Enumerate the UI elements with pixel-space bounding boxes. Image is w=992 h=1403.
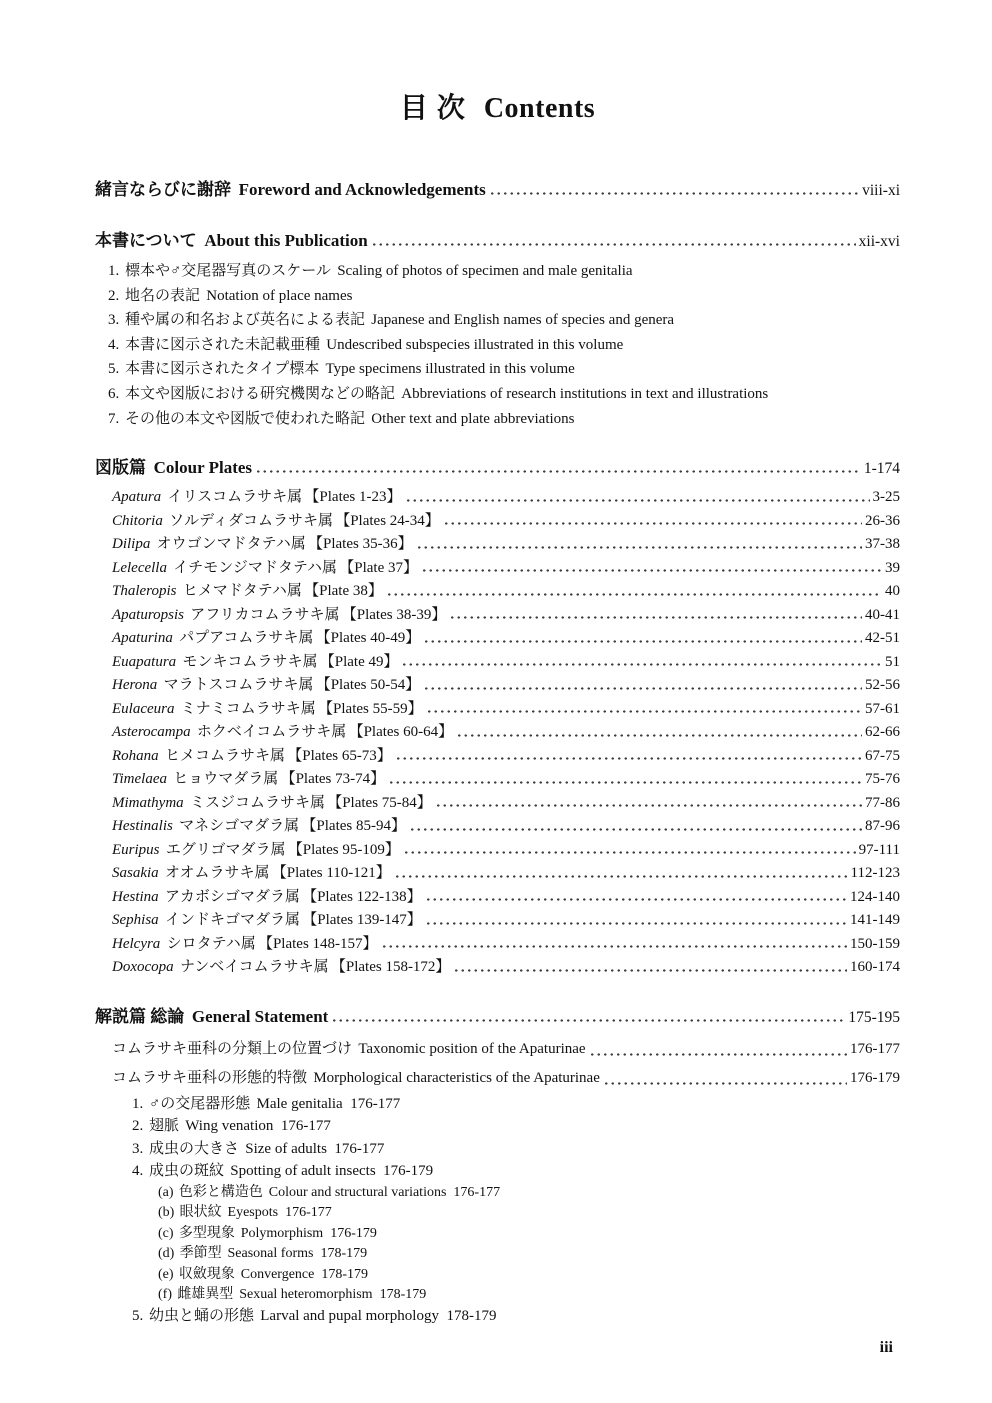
dot-leader [425, 909, 847, 933]
plates-range: 【Plates 139-147】 [302, 912, 422, 929]
dot-leader [603, 1064, 847, 1093]
entry-text-en: Convergence [240, 1266, 315, 1282]
entry-number: (f) [158, 1287, 172, 1303]
entry-text-ja: 本文や図版における研究機関などの略記 [124, 385, 395, 402]
entry-text-en: Size of adults [245, 1140, 327, 1157]
dot-leader [423, 627, 862, 651]
toc-section [95, 176, 900, 204]
toc-genus-entry [112, 815, 900, 839]
entry-text-ja: イリスコムラサキ属 [167, 489, 303, 506]
toc-main-entry [95, 176, 900, 204]
toc-genus-entry [112, 721, 900, 745]
toc-sub-entry [108, 382, 900, 407]
entry-text-ja: ヒメマドタテハ属 [182, 583, 302, 600]
toc-section [95, 1003, 900, 1328]
dot-leader [405, 486, 870, 510]
dot-leader [331, 1003, 845, 1031]
entry-text-ja: 色彩と構造色 [178, 1185, 263, 1201]
dot-leader [381, 933, 847, 957]
entry-text-en: Abbreviations of research institutions in text and illustrations [401, 385, 769, 402]
entry-text-en: Colour and structural variations [268, 1185, 447, 1201]
plates-range: 【Plate 37】 [339, 559, 419, 576]
entry-text-ja: その他の本文や図版で使われた略記 [124, 410, 365, 427]
toc-sub-entry [108, 333, 900, 358]
dot-leader [421, 557, 882, 581]
entry-title-ja: 解説篇 総論 [95, 1006, 185, 1026]
entry-text-ja: オオムラサキ属 [164, 865, 270, 882]
genus-name: Hestinalis [112, 818, 173, 835]
entry-pages: xii-xvi [858, 233, 900, 250]
dot-leader [395, 745, 862, 769]
entry-number: (b) [158, 1205, 175, 1221]
entry-text-ja: アカボシゴマダラ属 [164, 888, 300, 905]
entry-pages: 51 [885, 653, 900, 670]
entry-number: 5. [108, 361, 120, 378]
toc-genus-entry [112, 745, 900, 769]
entry-pages: 40 [885, 583, 900, 600]
entry-text-ja: 成虫の斑紋 [148, 1163, 224, 1180]
entry-pages: 52-56 [865, 677, 900, 694]
toc-sub-entry [132, 1093, 900, 1116]
entry-text-ja: 眼状紋 [179, 1205, 222, 1221]
entry-number: (c) [158, 1225, 174, 1241]
entry-pages: 176-177 [285, 1205, 332, 1221]
entry-text-ja: ヒョウマダラ属 [173, 771, 279, 788]
entry-pages: 176-177 [350, 1095, 401, 1112]
toc-sub-entry [108, 259, 900, 284]
entry-number: 4. [132, 1163, 144, 1180]
entry-title-ja: 図版篇 [95, 458, 146, 478]
entry-text-en: Notation of place names [206, 287, 353, 304]
toc-genus-entry [112, 909, 900, 933]
entry-number: 1. [108, 263, 120, 279]
entry-text-ja: マネシゴマダラ属 [179, 818, 300, 835]
plates-range: 【Plates 60-64】 [348, 724, 454, 741]
toc-genus-entry [112, 768, 900, 792]
entry-title-ja: 緒言ならびに謝辞 [95, 180, 231, 199]
entry-pages: 42-51 [865, 630, 900, 647]
entry-number: (d) [158, 1246, 175, 1262]
dot-leader [416, 533, 862, 557]
entry-text-ja: 雌雄異型 [177, 1287, 234, 1303]
toc-sub-entry [108, 407, 900, 432]
entry-pages: 176-177 [280, 1118, 331, 1135]
genus-name: Asterocampa [112, 724, 191, 741]
plates-range: 【Plates 110-121】 [271, 865, 391, 882]
entry-number: 2. [132, 1118, 144, 1135]
genus-name: Eulaceura [112, 700, 175, 717]
toc-sub-entry [108, 284, 900, 309]
dot-leader [449, 604, 862, 628]
entry-text-en: Polymorphism [240, 1225, 324, 1241]
entry-text-ja: イチモンジマドタテハ属 [173, 559, 338, 576]
entry-pages: 178-179 [321, 1266, 369, 1282]
toc-sub-entry [108, 357, 900, 382]
entry-text-en: Sexual heteromorphism [239, 1287, 373, 1303]
entry-text-ja: ミスジコムラサキ属 [189, 794, 325, 811]
toc-genus-entry [112, 933, 900, 957]
plates-range: 【Plates 73-74】 [280, 771, 386, 788]
toc-sub-entry [158, 1203, 900, 1223]
entry-text-ja: ヒメコムラサキ属 [164, 747, 285, 764]
plates-range: 【Plates 1-23】 [304, 489, 402, 506]
toc-body [95, 176, 900, 1328]
entry-pages: 57-61 [865, 700, 900, 717]
plates-range: 【Plates 55-59】 [318, 700, 423, 717]
entry-number: 3. [132, 1140, 144, 1157]
entry-pages: 176-177 [850, 1040, 900, 1057]
toc-genus-entry [112, 862, 900, 886]
entry-text-ja: 多型現象 [178, 1225, 235, 1241]
entry-number: 3. [108, 312, 120, 329]
toc-sub-entry [158, 1285, 900, 1305]
entry-text-ja: パプアコムラサキ属 [179, 630, 314, 647]
toc-genus-entry [112, 510, 900, 534]
entry-text-ja: ソルディダコムラサキ属 [169, 512, 333, 529]
entry-pages: 176-177 [334, 1140, 385, 1157]
plates-range: 【Plates 40-49】 [315, 630, 421, 647]
genus-name: Thaleropis [112, 583, 177, 600]
entry-number: 1. [132, 1095, 144, 1112]
dot-leader [409, 815, 862, 839]
dot-leader [403, 839, 856, 863]
page-number: iii [879, 1339, 893, 1356]
genus-name: Euapatura [112, 653, 177, 670]
plates-range: 【Plates 95-109】 [287, 841, 400, 858]
toc-genus-entry [112, 557, 900, 581]
entry-number: 5. [132, 1308, 144, 1325]
dot-leader [401, 651, 882, 675]
dot-leader [255, 454, 861, 482]
entry-text-en: Other text and plate abbreviations [371, 410, 575, 427]
entry-text-ja: 翅脈 [148, 1118, 179, 1135]
entry-text-ja: マラトスコムラサキ属 [163, 677, 314, 694]
genus-name: Lelecella [112, 559, 167, 576]
entry-text-ja: ♂の交尾器形態 [148, 1095, 251, 1112]
entry-text-en: Larval and pupal morphology [260, 1308, 439, 1325]
entry-pages: 97-111 [858, 841, 900, 858]
entry-text-en: Spotting of adult insects [230, 1163, 376, 1180]
plates-range: 【Plates 158-172】 [330, 959, 451, 976]
toc-sub-entry [158, 1265, 900, 1285]
entry-text-ja: 本書に図示された未記載亜種 [124, 336, 320, 353]
entry-text-ja: 種や属の和名および英名による表記 [124, 312, 365, 329]
toc-sub-entry [132, 1305, 900, 1328]
entry-title-en: General Statement [191, 1006, 329, 1026]
toc-sub-entry [132, 1160, 900, 1183]
entry-text-ja: 成虫の大きさ [148, 1140, 239, 1157]
entry-text-ja: シロタテハ属 [166, 935, 256, 952]
entry-pages: 175-195 [848, 1008, 900, 1026]
plates-range: 【Plates 85-94】 [301, 818, 406, 835]
toc-genus-entry [112, 627, 900, 651]
entry-pages: 40-41 [865, 606, 900, 623]
entry-pages: 160-174 [850, 959, 900, 976]
entry-pages: 178-179 [446, 1308, 497, 1325]
toc-sub-entry [112, 1035, 900, 1064]
plates-range: 【Plates 35-36】 [308, 536, 413, 553]
entry-text-en: Eyespots [227, 1205, 279, 1221]
entry-text-ja: 標本や♂交尾器写真のスケール [124, 263, 331, 279]
toc-genus-entry [112, 698, 900, 722]
toc-genus-entry [112, 839, 900, 863]
genus-name: Sephisa [112, 912, 159, 929]
toc-genus-entry [112, 651, 900, 675]
entry-pages: 1-174 [863, 460, 900, 478]
page-title-ja: 目 次 [399, 93, 466, 124]
page-title [95, 86, 900, 126]
entry-pages: 141-149 [850, 912, 900, 929]
entry-pages: 62-66 [865, 724, 900, 741]
genus-name: Apatura [112, 489, 162, 506]
toc-sub-entry [132, 1115, 900, 1138]
entry-pages: 112-123 [850, 865, 900, 882]
entry-title-ja: 本書について [95, 231, 197, 250]
genus-name: Helcyra [112, 935, 161, 952]
entry-text-ja: コムラサキ亜科の分類上の位置づけ [112, 1040, 353, 1057]
entry-pages: 176-179 [850, 1069, 900, 1086]
toc-genus-entry [112, 792, 900, 816]
dot-leader [425, 886, 847, 910]
dot-leader [426, 698, 862, 722]
entry-pages: 150-159 [850, 935, 900, 952]
entry-number: 7. [108, 410, 120, 427]
entry-text-ja: コムラサキ亜科の形態的特徴 [112, 1069, 308, 1086]
entry-pages: 87-96 [865, 818, 900, 835]
dot-leader [388, 768, 862, 792]
toc-main-entry [95, 1003, 900, 1031]
toc-sub-entry [108, 308, 900, 333]
entry-text-en: Wing venation [185, 1118, 274, 1135]
dot-leader [371, 227, 856, 255]
entry-pages: 77-86 [865, 794, 900, 811]
genus-name: Herona [112, 677, 158, 694]
entry-text-ja: インドキゴマダラ属 [164, 912, 300, 929]
dot-leader [435, 792, 862, 816]
entry-text-ja: 本書に図示されたタイプ標本 [124, 361, 320, 378]
entry-text-en: Morphological characteristics of the Apaturinae [313, 1069, 600, 1086]
dot-leader [589, 1035, 847, 1064]
toc-main-entry [95, 454, 900, 482]
entry-text-ja: 幼虫と蛹の形態 [148, 1308, 254, 1325]
entry-pages: 26-36 [865, 512, 900, 529]
entry-text-en: Japanese and English names of species and genera [371, 312, 675, 329]
genus-name: Rohana [112, 747, 159, 764]
toc-sub-entry [158, 1244, 900, 1264]
entry-text-en: Taxonomic position of the Apaturinae [358, 1040, 586, 1057]
toc-genus-entry [112, 533, 900, 557]
plates-range: 【Plates 148-157】 [257, 935, 378, 952]
dot-leader [423, 674, 862, 698]
plates-range: 【Plates 122-138】 [302, 888, 422, 905]
toc-sub-entry [158, 1183, 900, 1203]
entry-text-en: Scaling of photos of specimen and male genitalia [337, 263, 633, 279]
entry-title-en: Foreword and Acknowledgements [238, 180, 486, 199]
genus-name: Apaturina [112, 630, 173, 647]
entry-text-en: Type specimens illustrated in this volume [325, 361, 575, 378]
plates-range: 【Plate 49】 [319, 653, 399, 670]
toc-genus-entry [112, 580, 900, 604]
genus-name: Mimathyma [112, 794, 184, 811]
entry-text-en: Male genitalia [256, 1095, 343, 1112]
toc-sub-entry [112, 1064, 900, 1093]
entry-pages: 124-140 [850, 888, 900, 905]
genus-name: Euripus [112, 841, 160, 858]
genus-name: Dilipa [112, 536, 151, 553]
toc-section [95, 454, 900, 980]
toc-main-entry [95, 227, 900, 255]
entry-text-ja: 地名の表記 [124, 287, 200, 304]
entry-pages: 75-76 [865, 771, 900, 788]
genus-name: Doxocopa [112, 959, 174, 976]
dot-leader [489, 176, 859, 204]
toc-genus-entry [112, 604, 900, 628]
plates-range: 【Plates 38-39】 [341, 606, 447, 623]
entry-pages: viii-xi [862, 182, 900, 199]
entry-text-en: Undescribed subspecies illustrated in this volume [326, 336, 624, 353]
entry-text-ja: 収斂現象 [178, 1266, 235, 1282]
entry-pages: 178-179 [379, 1287, 427, 1303]
entry-text-ja: ナンベイコムラサキ属 [179, 959, 329, 976]
entry-pages: 39 [885, 559, 900, 576]
entry-text-ja: 季節型 [179, 1246, 222, 1262]
entry-pages: 37-38 [865, 536, 900, 553]
entry-text-ja: ホクベイコムラサキ属 [196, 724, 347, 741]
plates-range: 【Plates 24-34】 [335, 512, 440, 529]
entry-number: (a) [158, 1185, 174, 1201]
entry-number: (e) [158, 1266, 174, 1282]
entry-pages: 178-179 [320, 1246, 368, 1262]
toc-genus-entry [112, 886, 900, 910]
entry-number: 6. [108, 385, 120, 402]
entry-text-ja: モンキコムラサキ属 [182, 653, 318, 670]
genus-name: Chitoria [112, 512, 163, 529]
dot-leader [456, 721, 862, 745]
entry-pages: 3-25 [872, 489, 900, 506]
dot-leader [394, 862, 848, 886]
entry-text-ja: エグリゴマダラ属 [165, 841, 286, 858]
entry-text-en: Seasonal forms [227, 1246, 314, 1262]
toc-genus-entry [112, 674, 900, 698]
genus-name: Sasakia [112, 865, 159, 882]
entry-pages: 176-179 [383, 1163, 434, 1180]
dot-leader [443, 510, 862, 534]
plates-range: 【Plates 65-73】 [287, 747, 392, 764]
dot-leader [453, 956, 847, 980]
toc-genus-entry [112, 956, 900, 980]
entry-text-ja: アフリカコムラサキ属 [190, 606, 340, 623]
genus-name: Hestina [112, 888, 159, 905]
entry-pages: 67-75 [865, 747, 900, 764]
genus-name: Timelaea [112, 771, 167, 788]
page-title-en: Contents [483, 93, 596, 124]
entry-title-en: About this Publication [204, 231, 368, 250]
entry-pages: 176-179 [330, 1225, 377, 1241]
plates-range: 【Plate 38】 [304, 583, 383, 600]
genus-name: Apaturopsis [112, 606, 184, 623]
plates-range: 【Plates 50-54】 [315, 677, 421, 694]
entry-title-en: Colour Plates [153, 458, 253, 478]
entry-text-ja: ミナミコムラサキ属 [180, 700, 316, 717]
entry-number: 4. [108, 336, 120, 353]
plates-range: 【Plates 75-84】 [327, 794, 432, 811]
toc-sub-entry [158, 1224, 900, 1244]
entry-number: 2. [108, 287, 120, 304]
entry-pages: 176-177 [453, 1185, 501, 1201]
toc-genus-entry [112, 486, 900, 510]
dot-leader [386, 580, 882, 604]
toc-section [95, 227, 900, 431]
toc-sub-entry [132, 1138, 900, 1161]
entry-text-ja: オウゴンマドタテハ属 [156, 536, 306, 553]
